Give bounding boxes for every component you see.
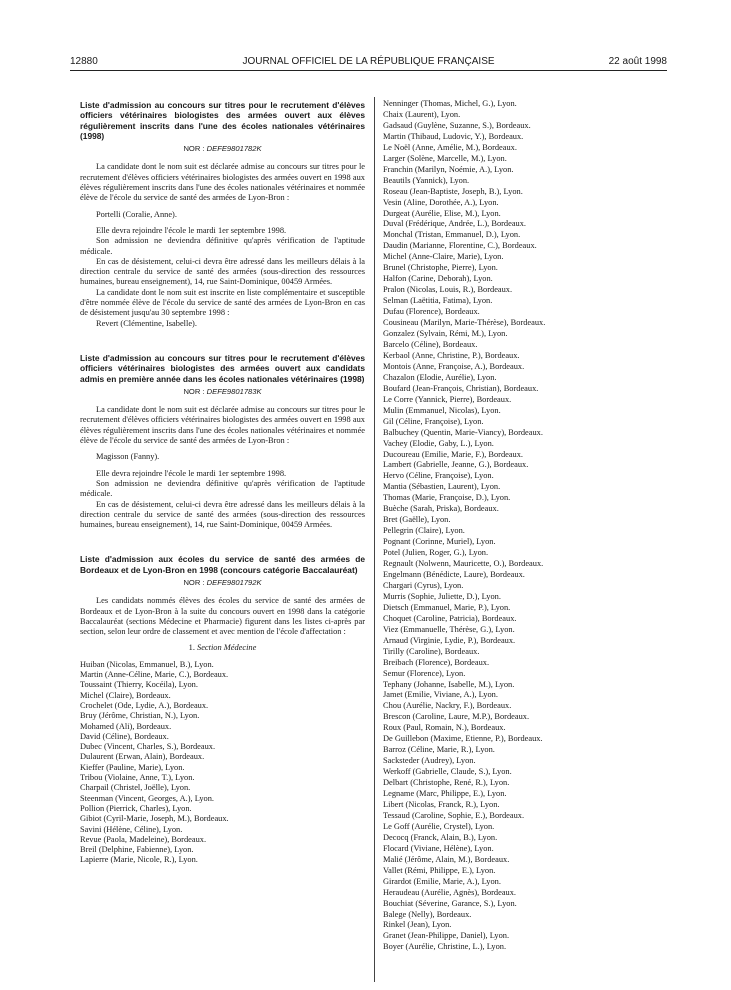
list-item: Beautils (Yannick), Lyon. [383, 175, 470, 185]
list-item: Girardot (Emilie, Marie, A.), Lyon. [383, 876, 501, 886]
list-item: Tephany (Johanne, Isabelle, M.), Lyon. [383, 679, 515, 689]
list-item: Delbart (Christophe, René, R.), Lyon. [383, 778, 510, 788]
nor-label: NOR : [183, 144, 205, 154]
list-item: Chou (Aurélie, Nackry, F.), Bordeaux. [383, 701, 512, 711]
section-3-title: Liste d'admission aux écoles du service de santé des armées de Bordeaux et de Lyon-Bron en 1998 (concours catégorie Baccalauréat) [80, 554, 365, 575]
list-item: Hervo (Céline, Françoise), Lyon. [383, 471, 494, 481]
subsection-title: Section Médecine [197, 643, 257, 653]
list-item: Breil (Delphine, Fabienne), Lyon. [80, 845, 194, 855]
section-1-paragraph: La candidate dont le nom suit est inscrite en liste complémentaire et susceptible d'être nommée élève de l'école du service de santé des armées de Lyon-Bron en cas de désistement jusqu'au 30 septembre 1998 : [80, 287, 365, 318]
section-2-paragraph: Elle devra rejoindre l'école le mardi 1er septembre 1998. [96, 468, 287, 478]
section-2-title: Liste d'admission au concours sur titres pour le recrutement d'élèves officiers vétérinaires biologistes des armées ouvert aux candidats admis en première année dans les écoles nationales vétérinaires (1998) [80, 352, 365, 384]
list-item: Buèche (Sarah, Priska), Bordeaux. [383, 504, 499, 514]
subsection-number: 1. [188, 643, 195, 653]
list-item: Vallet (Rémi, Philippe, E.), Lyon. [383, 865, 496, 875]
list-item: Kerbaol (Anne, Christine, P.), Bordeaux. [383, 350, 520, 360]
list-item: Cousineau (Marilyn, Marie-Thérèse), Bordeaux. [383, 318, 546, 328]
list-item: Gonzalez (Sylvain, Rémi, M.), Lyon. [383, 329, 508, 339]
list-item: Halfon (Carine, Deborah), Lyon. [383, 274, 493, 284]
list-item: Gil (Céline, Françoise), Lyon. [383, 416, 484, 426]
list-item: Choquet (Caroline, Patricia), Bordeaux. [383, 613, 517, 623]
journal-title: JOURNAL OFFICIEL DE LA RÉPUBLIQUE FRANÇAISE [242, 56, 495, 67]
list-item: Balege (Nelly), Bordeaux. [383, 909, 472, 919]
list-item: Martin (Thibaud, Ludovic, Y.), Bordeaux. [383, 131, 524, 141]
list-item: Barcelo (Céline), Bordeaux. [383, 339, 478, 349]
list-item: Pollion (Pierrick, Charles), Lyon. [80, 803, 192, 813]
list-item: Mulin (Emmanuel, Nicolas), Lyon. [383, 405, 501, 415]
list-item: Flocard (Viviane, Hélène), Lyon. [383, 843, 494, 853]
list-item: Potel (Julien, Roger, G.), Lyon. [383, 548, 489, 558]
list-item: Durgeat (Aurélie, Elise, M.), Lyon. [383, 208, 501, 218]
section-1-title: Liste d'admission au concours sur titres pour le recrutement d'élèves officiers vétérinaires biologistes des armées ouvert aux élèves régulièrement inscrits dans l'une des écoles nationales vétérinaires (1998) [80, 100, 365, 141]
section-3-paragraph: Les candidats nommés élèves des écoles du service de santé des armées de Bordeaux et de Lyon-Bron à la suite du concours ouvert en 1998 dans la catégorie Baccalauréat (sections Médecine et Pharmacie) figurent dans les listes ci-après par section, selon leur ordre de classement et avec mention de l'école d'affectation : [80, 596, 365, 637]
list-item: Tribou (Violaine, Anne, T.), Lyon. [80, 773, 195, 783]
list-item: Semur (Florence), Lyon. [383, 668, 466, 678]
section-1-admitted-name: Portelli (Coralie, Anne). [96, 209, 177, 219]
section-1-complementary-name: Revert (Clémentine, Isabelle). [96, 318, 197, 328]
list-item: Engelmann (Bénédicte, Laure), Bordeaux. [383, 569, 525, 579]
column-divider [374, 97, 375, 982]
list-item: Montois (Anne, Françoise, A.), Bordeaux. [383, 361, 525, 371]
list-item: Le Corre (Yannick, Pierre), Bordeaux. [383, 394, 512, 404]
section-1-nor [80, 144, 365, 154]
subsection-heading [80, 643, 365, 653]
list-item: Granet (Jean-Philippe, Daniel), Lyon. [383, 931, 510, 941]
list-item: Kieffer (Pauline, Marie), Lyon. [80, 762, 185, 772]
list-item: Heraudeau (Aurélie, Agnès), Bordeaux. [383, 887, 517, 897]
list-item: Ducoureau (Emilie, Marie, F.), Bordeaux. [383, 449, 524, 459]
list-item: Breibach (Florence), Bordeaux. [383, 657, 490, 667]
list-item: Dufau (Florence), Bordeaux. [383, 307, 480, 317]
list-item: Franchin (Marilyn, Noémie, A.), Lyon. [383, 164, 514, 174]
nor-code: DEFE9801783K [206, 386, 262, 396]
list-item: Crochelet (Ode, Lydie, A.), Bordeaux. [80, 700, 209, 710]
section-3-nor [80, 578, 365, 588]
list-item: Decocq (Franck, Alain, B.), Lyon. [383, 832, 498, 842]
list-item: Bruy (Jérôme, Christian, N.), Lyon. [80, 711, 200, 721]
list-item: Michel (Anne-Claire, Marie), Lyon. [383, 252, 504, 262]
list-item: Balbuchey (Quentin, Marie-Viancy), Bordeaux. [383, 427, 543, 437]
list-item: De Guillebon (Maxime, Etienne, P.), Bordeaux. [383, 734, 543, 744]
left-name-list [80, 660, 365, 866]
list-item: Chazalon (Elodie, Aurélie), Lyon. [383, 372, 497, 382]
list-item: Mohamed (Ali), Bordeaux. [80, 721, 172, 731]
list-item: Sacksteder (Audrey), Lyon. [383, 756, 476, 766]
list-item: Dietsch (Emmanuel, Marie, P.), Lyon. [383, 602, 511, 612]
list-item: Tessaud (Caroline, Sophie, E.), Bordeaux. [383, 810, 525, 820]
page-header [70, 55, 667, 69]
list-item: Larger (Solène, Marcelle, M.), Lyon. [383, 153, 507, 163]
list-item: Pognant (Corinne, Muriel), Lyon. [383, 537, 496, 547]
nor-label: NOR : [183, 577, 205, 587]
list-item: Gibiot (Cyril-Marie, Joseph, M.), Bordeaux. [80, 814, 229, 824]
list-item: Revue (Paola, Madeleine), Bordeaux. [80, 834, 207, 844]
list-item: Gadsaud (Guylène, Suzanne, S.), Bordeaux. [383, 120, 531, 130]
list-item: Roseau (Jean-Baptiste, Joseph, B.), Lyon. [383, 186, 523, 196]
section-1-paragraph: En cas de désistement, celui-ci devra être adressé dans les meilleurs délais à la direction centrale du service de santé des armées (sous-direction des ressources humaines, bureau enseignement), 14, rue Saint-Dominique, 00459 Armées. [80, 256, 365, 287]
section-1-paragraph: La candidate dont le nom suit est déclarée admise au concours sur titres pour le recrutement d'élèves officiers vétérinaires biologistes des armées ouvert en 1998 aux élèves régulièrement inscrits dans l'une des écoles nationales vétérinaires et nommée élève de l'école du service de santé des armées de Lyon-Bron : [80, 162, 365, 203]
list-item: Pralon (Nicolas, Louis, R.), Bordeaux. [383, 285, 513, 295]
list-item: Jamet (Emilie, Viviane, A.), Lyon. [383, 690, 498, 700]
section-1-paragraph: Elle devra rejoindre l'école le mardi 1er septembre 1998. [96, 225, 287, 235]
section-2-paragraph: Son admission ne deviendra définitive qu'après vérification de l'aptitude médicale. [80, 478, 365, 499]
list-item: Savini (Hélène, Céline), Lyon. [80, 824, 183, 834]
list-item: Lambert (Gabrielle, Jeanne, G.), Bordeaux. [383, 460, 529, 470]
list-item: Pellegrin (Claire), Lyon. [383, 526, 465, 536]
list-item: Duval (Frédérique, Andrée, L.), Bordeaux. [383, 219, 527, 229]
section-2-nor [80, 387, 365, 397]
list-item: Dulaurent (Erwan, Alain), Bordeaux. [80, 752, 205, 762]
nor-code: DEFE9801782K [206, 144, 262, 154]
list-item: Viez (Emmanuelle, Thérèse, G.), Lyon. [383, 624, 515, 634]
list-item: Rinkel (Jean), Lyon. [383, 920, 452, 930]
list-item: Barroz (Céline, Marie, R.), Lyon. [383, 745, 495, 755]
list-item: Vachey (Elodie, Gaby, L.), Lyon. [383, 438, 494, 448]
list-item: David (Céline), Bordeaux. [80, 731, 169, 741]
list-item: Mantia (Sébastien, Laurent), Lyon. [383, 482, 501, 492]
header-rule [70, 70, 667, 71]
list-item: Chaix (Laurent), Lyon. [383, 109, 461, 119]
list-item: Martin (Anne-Céline, Marie, C.), Bordeaux. [80, 670, 229, 680]
nor-code: DEFE9801792K [206, 577, 262, 587]
list-item: Daudin (Marianne, Florentine, C.), Bordeaux. [383, 241, 537, 251]
list-item: Tirilly (Caroline), Bordeaux. [383, 646, 480, 656]
list-item: Werkoff (Gabrielle, Claude, S.), Lyon. [383, 767, 512, 777]
list-item: Selman (Laëtitia, Fatima), Lyon. [383, 296, 493, 306]
list-item: Bouchiat (Séverine, Garance, S.), Lyon. [383, 898, 517, 908]
list-item: Le Goff (Aurélie, Crystel), Lyon. [383, 821, 495, 831]
left-column [80, 100, 365, 866]
list-item: Brescon (Caroline, Laure, M.P.), Bordeaux. [383, 712, 530, 722]
list-item: Bret (Gaëlle), Lyon. [383, 515, 451, 525]
list-item: Legname (Marc, Philippe, E.), Lyon. [383, 789, 507, 799]
list-item: Roux (Paul, Romain, N.), Bordeaux. [383, 723, 506, 733]
list-item: Toussaint (Thierry, Kocéila), Lyon. [80, 680, 198, 690]
list-item: Malié (Jérôme, Alain, M.), Bordeaux. [383, 854, 510, 864]
list-item: Huiban (Nicolas, Emmanuel, B.), Lyon. [80, 659, 214, 669]
page-number: 12880 [70, 56, 98, 67]
list-item: Lapierre (Marie, Nicole, R.), Lyon. [80, 855, 198, 865]
right-name-list [383, 99, 667, 953]
list-item: Brunel (Christophe, Pierre), Lyon. [383, 263, 498, 273]
list-item: Dubec (Vincent, Charles, S.), Bordeaux. [80, 742, 216, 752]
list-item: Charpail (Christel, Joëlle), Lyon. [80, 783, 191, 793]
nor-label: NOR : [183, 386, 205, 396]
list-item: Michel (Claire), Bordeaux. [80, 690, 171, 700]
list-item: Boufard (Jean-François, Christian), Bordeaux. [383, 383, 539, 393]
list-item: Vesin (Aline, Dorothée, A.), Lyon. [383, 197, 499, 207]
list-item: Steenman (Vincent, Georges, A.), Lyon. [80, 793, 215, 803]
list-item: Regnault (Nolwenn, Mauricette, O.), Bordeaux. [383, 559, 544, 569]
list-item: Thomas (Marie, Françoise, D.), Lyon. [383, 493, 511, 503]
section-2-admitted-name: Magisson (Fanny). [96, 452, 160, 462]
list-item: Libert (Nicolas, Franck, R.), Lyon. [383, 800, 500, 809]
list-item: Nenninger (Thomas, Michel, G.), Lyon. [383, 99, 517, 108]
section-2-paragraph: La candidate dont le nom suit est déclarée admise au concours sur titres pour le recrutement d'élèves officiers vétérinaires biologistes des armées ouvert en 1998 aux élèves régulièrement inscrits dans l'une des écoles nationales vétérinaires et nommée élève de l'école du service de santé des armées de Lyon-Bron : [80, 405, 365, 446]
list-item: Murris (Sophie, Juliette, D.), Lyon. [383, 591, 501, 601]
list-item: Chargari (Cyrus), Lyon. [383, 580, 464, 590]
list-item: Boyer (Aurélie, Christine, L.), Lyon. [383, 942, 507, 952]
list-item: Monchal (Tristan, Emmanuel, D.), Lyon. [383, 230, 521, 240]
list-item: Arnaud (Virginie, Lydie, P.), Bordeaux. [383, 635, 516, 645]
section-2-paragraph: En cas de désistement, celui-ci devra être adressé dans les meilleurs délais à la direction centrale du service de santé des armées (sous-direction des ressources humaines, bureau enseignement), 14, rue Saint-Dominique, 00459 Armées. [80, 499, 365, 530]
publication-date: 22 août 1998 [608, 56, 667, 67]
list-item: Le Noël (Anne, Amélie, M.), Bordeaux. [383, 142, 517, 152]
section-1-paragraph: Son admission ne deviendra définitive qu'après vérification de l'aptitude médicale. [80, 236, 365, 256]
